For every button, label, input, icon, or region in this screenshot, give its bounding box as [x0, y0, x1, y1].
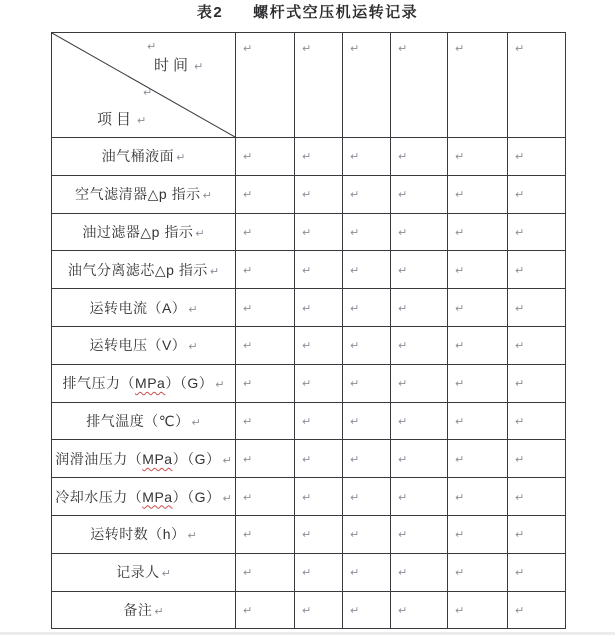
row-label-cell[interactable] — [52, 440, 236, 478]
pilcrow-mark: ↵ — [209, 265, 220, 278]
row-label-cell[interactable] — [52, 364, 236, 402]
row-label-after: ）（G） — [165, 375, 214, 392]
pilcrow-mark: ↵ — [455, 529, 465, 542]
pilcrow-mark: ↵ — [243, 43, 253, 55]
pilcrow-mark: ↵ — [515, 43, 525, 55]
time-label-text: 时间 — [154, 57, 193, 74]
pilcrow-mark: ↵ — [455, 302, 465, 315]
data-cell[interactable] — [343, 440, 391, 478]
data-cell[interactable] — [508, 326, 566, 364]
data-cell[interactable] — [508, 553, 566, 591]
row-label: 油过滤器△p 指示 — [82, 223, 194, 240]
pilcrow-mark: ↵ — [350, 491, 360, 504]
item-label-text: 项目 — [97, 111, 136, 128]
data-cell[interactable] — [295, 591, 343, 629]
pilcrow-mark: ↵ — [350, 453, 360, 466]
data-cell[interactable] — [448, 326, 508, 364]
pilcrow-mark: ↵ — [515, 378, 525, 391]
row-label-cell[interactable] — [52, 289, 236, 327]
table-row-discharge-pressure — [52, 364, 566, 402]
pilcrow-mark: ↵ — [188, 303, 198, 316]
data-cell[interactable] — [295, 289, 343, 327]
pilcrow-mark: ↵ — [455, 226, 465, 239]
data-cell[interactable] — [508, 213, 566, 251]
pilcrow-mark: ↵ — [350, 226, 360, 239]
table-row-oil-gas-tank-level — [52, 138, 566, 176]
pilcrow-mark: ↵ — [350, 264, 360, 277]
data-cell[interactable] — [448, 289, 508, 327]
pilcrow-mark: ↵ — [398, 264, 408, 277]
data-cell[interactable] — [236, 440, 295, 478]
row-label-misspelled: MPa — [135, 375, 166, 392]
data-cell[interactable] — [448, 138, 508, 176]
pilcrow-mark: ↵ — [302, 415, 312, 428]
data-cell[interactable] — [295, 213, 343, 251]
pilcrow-mark: ↵ — [398, 529, 408, 542]
pilcrow-mark: ↵ — [350, 415, 360, 428]
pilcrow-mark: ↵ — [191, 416, 201, 429]
pilcrow-mark: ↵ — [350, 43, 360, 55]
data-cell[interactable] — [508, 289, 566, 327]
pilcrow-mark: ↵ — [455, 604, 465, 617]
table-row-air-filter-dp — [52, 175, 566, 213]
data-cell[interactable] — [343, 478, 391, 516]
pilcrow-mark: ↵ — [222, 454, 232, 467]
row-label-after: ）（G） — [172, 488, 221, 505]
pilcrow-mark: ↵ — [455, 378, 465, 391]
pilcrow-mark: ↵ — [302, 340, 312, 353]
pilcrow-mark: ↵ — [455, 491, 465, 504]
data-cell[interactable] — [343, 251, 391, 289]
pilcrow-mark: ↵ — [350, 302, 360, 315]
operation-record-table — [51, 32, 566, 629]
row-label-cell[interactable] — [52, 175, 236, 213]
data-cell[interactable] — [391, 402, 448, 440]
data-cell[interactable] — [343, 213, 391, 251]
pilcrow-mark: ↵ — [302, 43, 312, 55]
row-label: 排气压力（ — [62, 375, 136, 392]
data-cell[interactable] — [343, 591, 391, 629]
pilcrow-mark: ↵ — [302, 567, 312, 580]
pilcrow-mark: ↵ — [194, 61, 204, 73]
row-label-cell[interactable] — [52, 515, 236, 553]
data-cell[interactable] — [448, 515, 508, 553]
row-label-cell[interactable] — [52, 326, 236, 364]
data-cell[interactable] — [508, 364, 566, 402]
data-cell[interactable] — [236, 213, 295, 251]
pilcrow-mark: ↵ — [243, 604, 253, 617]
data-cell[interactable] — [295, 364, 343, 402]
table-row-discharge-temperature — [52, 402, 566, 440]
row-label-cell[interactable] — [52, 402, 236, 440]
pilcrow-mark: ↵ — [243, 378, 253, 391]
pilcrow-mark: ↵ — [243, 226, 253, 239]
pilcrow-mark: ↵ — [243, 302, 253, 315]
pilcrow-mark: ↵ — [455, 189, 465, 202]
pilcrow-mark: ↵ — [515, 264, 525, 277]
diagonal-header-cell[interactable] — [52, 33, 236, 138]
pilcrow-mark: ↵ — [243, 415, 253, 428]
pilcrow-mark: ↵ — [350, 340, 360, 353]
pilcrow-mark: ↵ — [222, 492, 232, 505]
data-cell[interactable] — [295, 138, 343, 176]
row-label-cell[interactable] — [52, 478, 236, 516]
data-cell[interactable] — [448, 402, 508, 440]
pilcrow-mark: ↵ — [398, 453, 408, 466]
row-label-misspelled: MPa — [142, 450, 173, 467]
pilcrow-mark: ↵ — [515, 302, 525, 315]
data-cell[interactable] — [295, 175, 343, 213]
pilcrow-mark: ↵ — [302, 264, 312, 277]
data-cell[interactable] — [236, 326, 295, 364]
pilcrow-mark: ↵ — [398, 340, 408, 353]
row-label-cell[interactable] — [52, 251, 236, 289]
pilcrow-mark: ↵ — [302, 189, 312, 202]
data-cell[interactable] — [295, 553, 343, 591]
pilcrow-mark: ↵ — [398, 151, 408, 164]
table-title — [0, 2, 615, 24]
pilcrow-mark: ↵ — [455, 453, 465, 466]
pilcrow-mark: ↵ — [161, 568, 171, 581]
pilcrow-mark: ↵ — [302, 604, 312, 617]
data-cell[interactable] — [391, 515, 448, 553]
data-cell[interactable] — [236, 289, 295, 327]
data-cell[interactable] — [295, 326, 343, 364]
pilcrow-mark: ↵ — [350, 604, 360, 617]
table-row-operating-hours — [52, 515, 566, 553]
pilcrow-mark: ↵ — [398, 604, 408, 617]
data-cell[interactable] — [391, 289, 448, 327]
pilcrow-mark: ↵ — [176, 152, 186, 165]
pilcrow-mark: ↵ — [187, 530, 197, 543]
row-label: 润滑油压力（ — [55, 450, 143, 467]
data-cell[interactable] — [295, 440, 343, 478]
header-time-cell[interactable] — [391, 33, 448, 138]
pilcrow-mark: ↵ — [455, 151, 465, 164]
row-label: 空气滤清器△p 指示 — [75, 186, 201, 203]
row-label: 备注 — [123, 601, 153, 618]
data-cell[interactable] — [391, 175, 448, 213]
pilcrow-mark: ↵ — [515, 453, 525, 466]
table-number: 表2 — [196, 4, 224, 21]
pilcrow-mark: ↵ — [350, 378, 360, 391]
data-cell[interactable] — [295, 515, 343, 553]
data-cell[interactable] — [508, 478, 566, 516]
data-cell[interactable] — [343, 402, 391, 440]
table-row-recorder — [52, 553, 566, 591]
row-label: 冷却水压力（ — [55, 488, 143, 505]
data-cell[interactable] — [508, 591, 566, 629]
pilcrow-mark: ↵ — [398, 415, 408, 428]
data-cell[interactable] — [448, 251, 508, 289]
data-cell[interactable] — [448, 478, 508, 516]
row-label-after: ）（G） — [172, 450, 221, 467]
data-cell[interactable] — [508, 402, 566, 440]
data-cell[interactable] — [448, 591, 508, 629]
data-cell[interactable] — [508, 251, 566, 289]
header-time-label — [154, 54, 203, 75]
pilcrow-mark: ↵ — [143, 87, 153, 99]
pilcrow-mark: ↵ — [302, 378, 312, 391]
table-row-separator-element-dp — [52, 251, 566, 289]
data-cell[interactable] — [508, 515, 566, 553]
row-label-cell[interactable] — [52, 213, 236, 251]
row-label-cell[interactable] — [52, 138, 236, 176]
data-cell[interactable] — [343, 175, 391, 213]
pilcrow-mark: ↵ — [302, 151, 312, 164]
pilcrow-mark: ↵ — [455, 43, 465, 55]
pilcrow-mark: ↵ — [515, 567, 525, 580]
header-row — [52, 33, 566, 138]
data-cell[interactable] — [343, 553, 391, 591]
data-cell[interactable] — [508, 440, 566, 478]
row-label: 油气桶液面 — [101, 148, 175, 165]
pilcrow-mark: ↵ — [243, 151, 253, 164]
data-cell[interactable] — [391, 478, 448, 516]
header-time-cell[interactable] — [236, 33, 295, 138]
data-cell[interactable] — [236, 364, 295, 402]
pilcrow-mark: ↵ — [398, 378, 408, 391]
data-cell[interactable] — [343, 138, 391, 176]
pilcrow-mark: ↵ — [398, 189, 408, 202]
pilcrow-mark: ↵ — [455, 340, 465, 353]
pilcrow-mark: ↵ — [147, 41, 157, 53]
pilcrow-mark: ↵ — [302, 491, 312, 504]
pilcrow-mark: ↵ — [515, 226, 525, 239]
pilcrow-mark: ↵ — [515, 151, 525, 164]
header-time-cell[interactable] — [295, 33, 343, 138]
data-cell[interactable] — [295, 402, 343, 440]
pilcrow-mark: ↵ — [302, 226, 312, 239]
pilcrow-mark: ↵ — [302, 529, 312, 542]
data-cell[interactable] — [236, 553, 295, 591]
data-cell[interactable] — [236, 175, 295, 213]
pilcrow-mark: ↵ — [515, 604, 525, 617]
header-item-label — [97, 108, 146, 129]
row-label: 排气温度（℃） — [86, 412, 190, 429]
header-time-cell[interactable] — [508, 33, 566, 138]
data-cell[interactable] — [343, 364, 391, 402]
pilcrow-mark: ↵ — [398, 491, 408, 504]
row-label: 运转电流（A） — [89, 299, 187, 316]
pilcrow-mark: ↵ — [350, 151, 360, 164]
row-label: 记录人 — [116, 564, 160, 581]
data-cell[interactable] — [508, 138, 566, 176]
pilcrow-mark: ↵ — [243, 340, 253, 353]
table-row-remarks — [52, 591, 566, 629]
row-label: 油气分离滤芯△p 指示 — [67, 261, 208, 278]
pilcrow-mark: ↵ — [350, 189, 360, 202]
data-cell[interactable] — [448, 175, 508, 213]
pilcrow-mark: ↵ — [455, 567, 465, 580]
row-label-cell[interactable] — [52, 591, 236, 629]
pilcrow-mark: ↵ — [515, 189, 525, 202]
data-cell[interactable] — [391, 440, 448, 478]
data-cell[interactable] — [236, 138, 295, 176]
pilcrow-mark: ↵ — [243, 529, 253, 542]
header-time-cell[interactable] — [343, 33, 391, 138]
pilcrow-mark: ↵ — [515, 340, 525, 353]
pilcrow-mark: ↵ — [455, 415, 465, 428]
data-cell[interactable] — [448, 213, 508, 251]
table-row-operating-current — [52, 289, 566, 327]
table-row-operating-voltage — [52, 326, 566, 364]
data-cell[interactable] — [391, 553, 448, 591]
pilcrow-mark: ↵ — [154, 605, 164, 618]
pilcrow-mark: ↵ — [350, 529, 360, 542]
pilcrow-mark: ↵ — [243, 567, 253, 580]
data-cell[interactable] — [391, 138, 448, 176]
pilcrow-mark: ↵ — [398, 43, 408, 55]
table-row-oil-filter-dp — [52, 213, 566, 251]
row-label: 运转电压（V） — [89, 337, 187, 354]
pilcrow-mark: ↵ — [302, 453, 312, 466]
pilcrow-mark: ↵ — [188, 341, 198, 354]
data-cell[interactable] — [508, 175, 566, 213]
data-cell[interactable] — [343, 515, 391, 553]
pilcrow-mark: ↵ — [243, 453, 253, 466]
data-cell[interactable] — [295, 478, 343, 516]
pilcrow-mark: ↵ — [137, 115, 147, 127]
pilcrow-mark: ↵ — [350, 567, 360, 580]
pilcrow-mark: ↵ — [243, 264, 253, 277]
pilcrow-mark: ↵ — [398, 567, 408, 580]
data-cell[interactable] — [448, 440, 508, 478]
row-label-misspelled: MPa — [142, 488, 173, 505]
data-cell[interactable] — [391, 213, 448, 251]
pilcrow-mark: ↵ — [195, 227, 205, 240]
data-cell[interactable] — [236, 251, 295, 289]
data-cell[interactable] — [236, 478, 295, 516]
pilcrow-mark: ↵ — [398, 302, 408, 315]
pilcrow-mark: ↵ — [398, 226, 408, 239]
pilcrow-mark: ↵ — [515, 491, 525, 504]
data-cell[interactable] — [448, 553, 508, 591]
data-cell[interactable] — [236, 402, 295, 440]
table-title-text: 螺杆式空压机运转记录 — [253, 4, 419, 21]
data-cell[interactable] — [236, 515, 295, 553]
data-cell[interactable] — [295, 251, 343, 289]
header-time-cell[interactable] — [448, 33, 508, 138]
pilcrow-mark: ↵ — [515, 415, 525, 428]
data-cell[interactable] — [343, 326, 391, 364]
data-cell[interactable] — [448, 364, 508, 402]
pilcrow-mark: ↵ — [302, 302, 312, 315]
data-cell[interactable] — [391, 364, 448, 402]
pilcrow-mark: ↵ — [243, 491, 253, 504]
pilcrow-mark: ↵ — [515, 529, 525, 542]
data-cell[interactable] — [391, 251, 448, 289]
table-row-cooling-water-pressure — [52, 478, 566, 516]
data-cell[interactable] — [391, 326, 448, 364]
pilcrow-mark: ↵ — [202, 190, 212, 203]
data-cell[interactable] — [236, 591, 295, 629]
row-label: 运转时数（h） — [90, 526, 186, 543]
data-cell[interactable] — [391, 591, 448, 629]
table-row-lube-oil-pressure — [52, 440, 566, 478]
pilcrow-mark: ↵ — [215, 379, 225, 392]
pilcrow-mark: ↵ — [243, 189, 253, 202]
pilcrow-mark: ↵ — [455, 264, 465, 277]
data-cell[interactable] — [343, 289, 391, 327]
row-label-cell[interactable] — [52, 553, 236, 591]
